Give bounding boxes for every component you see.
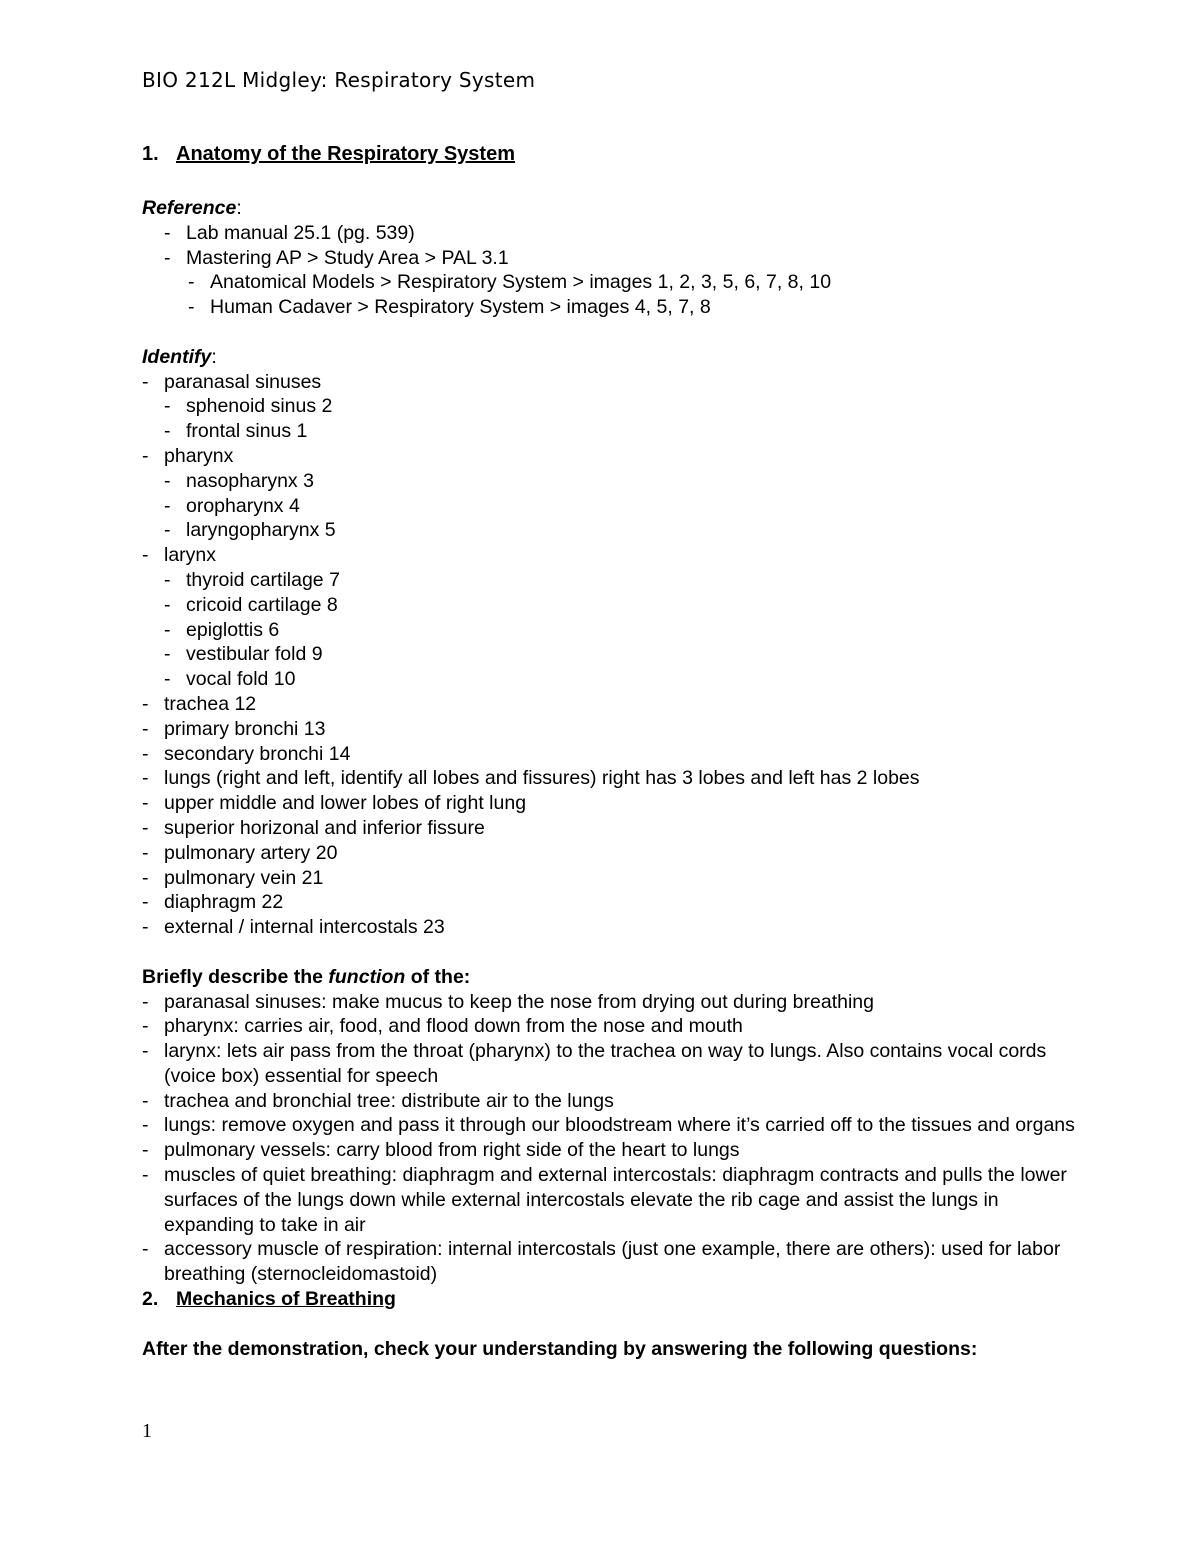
list-item: - trachea 12	[142, 692, 257, 715]
reference-label: Reference:	[142, 197, 242, 219]
questions-heading: After the demonstration, check your understanding by answering the following questions:	[142, 1337, 978, 1360]
list-item: - pulmonary artery 20	[142, 841, 338, 864]
page-number: 1	[142, 1420, 152, 1442]
list-item: - pulmonary vein 21	[142, 866, 324, 889]
list-item: - external / internal intercostals 23	[142, 916, 445, 939]
list-item: - Anatomical Models > Respiratory System > images 1, 2, 3, 5, 6, 7, 8, 10	[188, 271, 832, 294]
document-body	[142, 196, 1082, 1361]
document-title: BIO 212L Midgley: Respiratory System	[142, 68, 536, 92]
list-item: - paranasal sinuses: make mucus to keep the nose from drying out during breathing	[142, 990, 874, 1013]
function-heading: Briefly describe the function of the:	[142, 965, 471, 988]
list-item: - thyroid cartilage 7	[164, 568, 340, 591]
list-item: - secondary bronchi 14	[142, 742, 351, 765]
list-item: - superior horizonal and inferior fissure	[142, 816, 485, 839]
list-item: - larynx: lets air pass from the throat (pharynx) to the trachea on way to lungs. Also contains vocal cords (voice box) essential for speech	[142, 1040, 1047, 1087]
list-item: - Lab manual 25.1 (pg. 539)	[164, 221, 415, 244]
list-item: - accessory muscle of respiration: internal intercostals (just one example, there are others): used for labor breathing (sternocleidomastoid)	[142, 1238, 1061, 1286]
list-item: - Mastering AP > Study Area > PAL 3.1	[164, 246, 509, 269]
list-item: - lungs (right and left, identify all lobes and fissures) right has 3 lobes and left has 2 lobes	[142, 767, 920, 790]
list-item: - muscles of quiet breathing: diaphragm and external intercostals: diaphragm contracts and pulls the lower surfaces of the lungs down while external intercostals elevate the rib cage and assist the lungs in expanding to take in air	[142, 1164, 1067, 1236]
list-item: - sphenoid sinus 2	[164, 395, 333, 418]
section-2-heading	[142, 1287, 1082, 1312]
list-item: - lungs: remove oxygen and pass it through our bloodstream where it’s carried off to the tissues and organs	[142, 1114, 1075, 1137]
section-1-heading	[142, 143, 515, 166]
section-1-number: 1.	[142, 143, 159, 165]
list-item: - cricoid cartilage 8	[164, 593, 338, 616]
list-item: - vestibular fold 9	[164, 643, 323, 666]
list-item: - pulmonary vessels: carry blood from right side of the heart to lungs	[142, 1139, 740, 1162]
list-item: - laryngopharynx 5	[164, 519, 336, 542]
list-item: - pharynx	[142, 444, 234, 467]
list-item: - pharynx: carries air, food, and flood down from the nose and mouth	[142, 1015, 743, 1038]
list-item: - oropharynx 4	[164, 494, 300, 517]
list-item: - vocal fold 10	[164, 668, 296, 691]
list-item: - larynx	[142, 544, 217, 567]
section-2-number: 2.	[142, 1288, 159, 1311]
list-item: - trachea and bronchial tree: distribute air to the lungs	[142, 1089, 614, 1112]
list-item: - nasopharynx 3	[164, 469, 314, 492]
identify-label: Identify:	[142, 345, 217, 368]
list-item: - Human Cadaver > Respiratory System > images 4, 5, 7, 8	[188, 296, 711, 319]
section-1-title: Anatomy of the Respiratory System	[176, 143, 515, 165]
list-item: - paranasal sinuses	[142, 370, 322, 393]
list-item: - upper middle and lower lobes of right lung	[142, 792, 527, 815]
section-2-title: Mechanics of Breathing	[176, 1288, 396, 1311]
list-item: - frontal sinus 1	[164, 420, 308, 443]
list-item: - diaphragm 22	[142, 891, 284, 914]
list-item: - epiglottis 6	[164, 618, 280, 641]
list-item: - primary bronchi 13	[142, 717, 326, 740]
